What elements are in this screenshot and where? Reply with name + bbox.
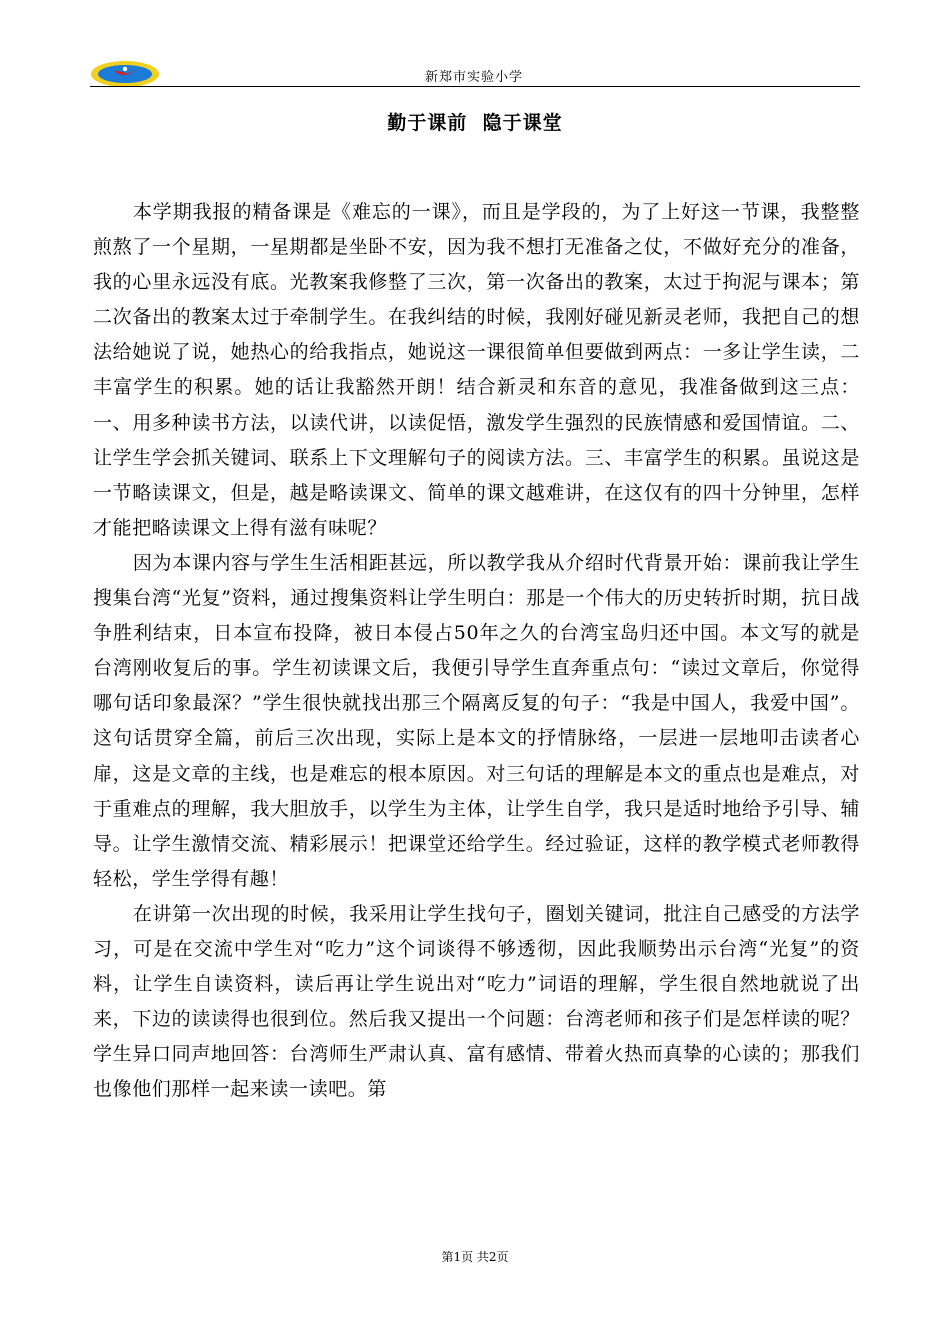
paragraph-1: 本学期我报的精备课是《难忘的一课》，而且是学段的，为了上好这一节课，我整整煎熬了一个星期，一星期都是坐卧不安，因为我不想打无准备之仗，不做好充分的准备，我的心里永远没有底。光教案我修整了三次，第一次备出的教案，太过于拘泥与课本；第二次备出的教案太过于牵制学生。在我纠结的时候，我刚好碰见新灵老师，我把自己的想法给她说了说，她热心的给我指点，她说这一课很简单但要做到两点：一多让学生读，二丰富学生的积累。她的话让我豁然开朗！结合新灵和东音的意见，我准备做到这三点：一、用多种读书方法，以读代讲，以读促悟，激发学生强烈的民族情感和爱国情谊。二、让学生学会抓关键词、联系上下文理解句子的阅读方法。三、丰富学生的积累。虽说这是一节略读课文，但是，越是略读课文、简单的课文越难讲，在这仅有的四十分钟里，怎样才能把略读课文上得有滋有味呢？ <box>93 201 860 539</box>
paragraph-3: 在讲第一次出现的时候，我采用让学生找句子，圈划关键词，批注自己感受的方法学习，可是在交流中学生对“吃力”这个词谈得不够透彻，因此我顺势出示台湾“光复”的资料，让学生自读资料，读后再让学生说出对“吃力”词语的理解，学生很自然地就说了出来，下边的读读得也很到位。然后我又提出一个问题：台湾老师和孩子们是怎样读的呢？学生异口同声地回答：台湾师生严肃认真、富有感情、带着火热而真挚的心读的；那我们也像他们那样一起来读一读吧。第 <box>93 902 860 1101</box>
document-title: 勤于课前 隐于课堂 <box>387 112 563 134</box>
page-header <box>90 60 858 86</box>
school-name: 新郑市实验小学 <box>424 70 523 85</box>
document-body <box>93 195 860 1107</box>
header-divider <box>90 86 860 87</box>
page-footer: 第1页 共2页 <box>441 1250 509 1264</box>
paragraph-2: 因为本课内容与学生生活相距甚远，所以教学我从介绍时代背景开始：课前我让学生搜集台湾“光复”资料，通过搜集资料让学生明白：那是一个伟大的历史转折时期，抗日战争胜利结束，日本宣布投降，被日本侵占50年之久的台湾宝岛归还中国。本文写的就是台湾刚收复后的事。学生初读课文后，我便引导学生直奔重点句：“读过文章后，你觉得哪句话印象最深？”学生很快就找出那三个隔离反复的句子：“我是中国人，我爱中国”。这句话贯穿全篇，前后三次出现，实际上是本文的抒情脉络，一层进一层地叩击读者心扉，这是文章的主线，也是难忘的根本原因。对三句话的理解是本文的重点也是难点，对于重难点的理解，我大胆放手，以学生为主体，让学生自学，我只是适时地给予引导、辅导。让学生激情交流、精彩展示！把课堂还给学生。经过验证，这样的教学模式老师教得轻松，学生学得有趣！ <box>93 551 860 890</box>
